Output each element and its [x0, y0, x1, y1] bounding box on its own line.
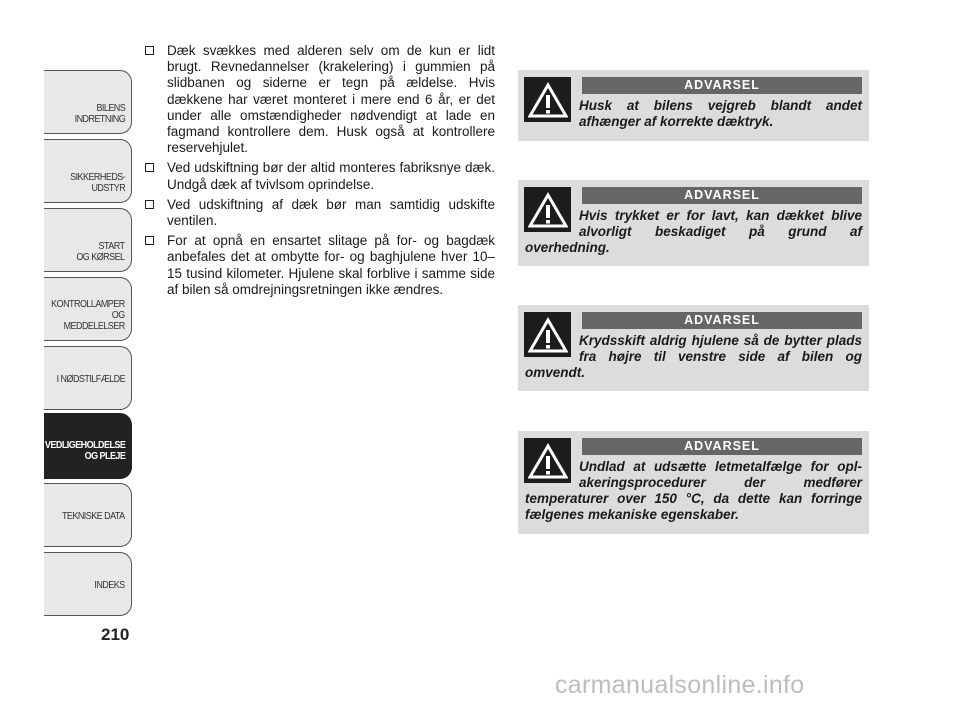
- tab-label: VEDLIGEHOLDELSE OG PLEJE: [44, 440, 125, 462]
- tab-start-og-korsel[interactable]: [44, 208, 132, 272]
- list-item: [143, 197, 495, 229]
- tab-label: SIKKERHEDS- UDSTYR: [69, 172, 125, 194]
- tab-indeks[interactable]: [44, 552, 132, 616]
- tab-label: INDEKS: [94, 580, 125, 591]
- bullet-text: Dæk svækkes med alderen selv om de kun er lidt brugt. Revnedannelser (krakelering) i gummien på slidbanen og siderne er tegn på ældelse. Hvis dækkene har været monteret i mere end 6 år, er det under alle omstændigheder nødvendigt at lade en fagmand kontrollere dem. Husk også at kontrollere reservehjulet.: [167, 43, 495, 156]
- warning-heading: ADVARSEL: [582, 77, 862, 94]
- tab-vedligeholdelse[interactable]: [44, 413, 132, 479]
- tab-sikkerhedsudstyr[interactable]: [44, 139, 132, 203]
- checkbox-bullet-icon: [145, 236, 154, 245]
- list-item: [143, 233, 495, 298]
- page-number: 210: [101, 625, 130, 644]
- warning-heading: ADVARSEL: [582, 438, 862, 455]
- warning-box: [518, 180, 869, 266]
- body-text-column: [143, 43, 495, 302]
- warning-triangle-icon: [524, 77, 571, 122]
- tab-label: I NØDSTILFÆLDE: [56, 374, 125, 385]
- tab-kontrollamper[interactable]: [44, 277, 132, 341]
- bullet-text: Ved udskiftning bør der altid monteres fabriksnye dæk. Undgå dæk af tvivlsom oprindelse.: [167, 160, 495, 192]
- tab-label: TEKNISKE DATA: [62, 511, 125, 522]
- bullet-text: For at opnå en ensartet slitage på for- og bagdæk anbefales det at ombytte for- og baghjulene hver 10–15 tusind kilometer. Hjulene skal forblive i samme side af bilen så omdrejningsretningen ikke ændres.: [167, 233, 495, 297]
- tab-label: KONTROLLAMPER OG MEDDELELSER: [51, 299, 125, 332]
- warning-text: Krydsskift aldrig hjulene så de bytter plads fra højre til venstre side af bilen og omvendt.: [525, 333, 862, 380]
- warning-box: [518, 431, 869, 534]
- warning-text: Undlad at udsætte letmetalfælge for oplakeringsprocedurer der medfører temperaturer over 150 °C, da dette kan forringe fælgenes mekaniske egenskaber.: [525, 459, 862, 522]
- checkbox-bullet-icon: [145, 46, 154, 55]
- warning-text: Husk at bilens vejgreb blandt andet afhænger af korrekte dæktryk.: [579, 98, 862, 129]
- tab-i-nodstilfaelde[interactable]: [44, 346, 132, 410]
- warning-text: Hvis trykket er for lavt, kan dækket blive alvorligt beskadiget på grund af overhedning.: [525, 208, 862, 255]
- checkbox-bullet-icon: [145, 200, 154, 209]
- warning-triangle-icon: [524, 187, 571, 232]
- warning-triangle-icon: [524, 438, 571, 483]
- tab-label: START OG KØRSEL: [76, 241, 125, 263]
- tab-tekniske-data[interactable]: [44, 483, 132, 547]
- list-item: [143, 43, 495, 156]
- warning-box: [518, 70, 869, 141]
- checkbox-bullet-icon: [145, 163, 154, 172]
- bullet-text: Ved udskiftning af dæk bør man samtidig udskifte ventilen.: [167, 196, 495, 229]
- warning-box: [518, 305, 869, 391]
- warning-heading: ADVARSEL: [582, 312, 862, 329]
- tab-bilens-indretning[interactable]: [44, 70, 132, 134]
- warning-triangle-icon: [524, 312, 571, 357]
- list-item: [143, 160, 495, 192]
- warning-heading: ADVARSEL: [582, 187, 862, 204]
- tab-label: BILENS INDRETNING: [74, 103, 125, 125]
- watermark: carmanualsonline.info: [555, 671, 805, 699]
